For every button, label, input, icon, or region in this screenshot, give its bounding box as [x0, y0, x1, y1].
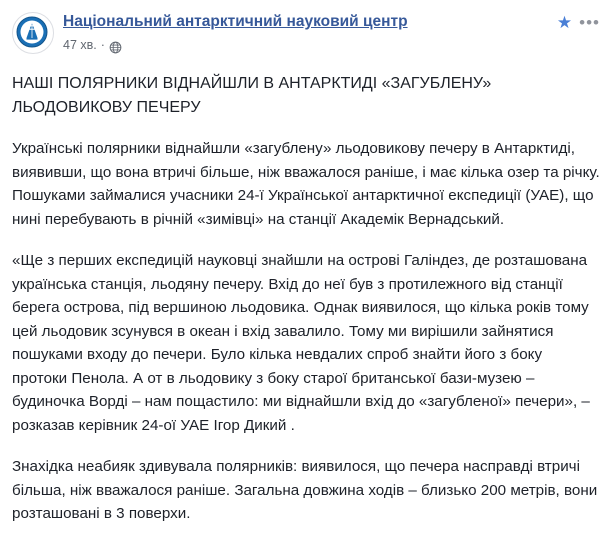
- meta-separator: ·: [100, 38, 105, 52]
- post-header-actions: [557, 14, 600, 31]
- star-icon[interactable]: ★: [556, 13, 573, 32]
- post-timestamp[interactable]: 47 хв.: [63, 38, 97, 52]
- post-headline: НАШІ ПОЛЯРНИКИ ВІДНАЙШЛИ В АНТАРКТИДІ «ЗАГУБЛЕНУ» ЛЬОДОВИКОВУ ПЕЧЕРУ: [12, 75, 492, 116]
- post-meta: [63, 37, 408, 53]
- antarctic-center-crest-icon: [16, 16, 48, 48]
- post-header-text: [63, 10, 408, 53]
- post-header: [12, 10, 600, 58]
- post-paragraph: Знахідка неабияк здивувала полярників: виявилося, що печера насправді втричі більша, ніж вважалося раніше. Загальна довжина ходів – близько 200 метрів, вони розташовані в 3 поверхи.: [12, 458, 598, 522]
- post-paragraph: «Ще з перших експедицій науковці знайшли на острові Галіндез, де розташована українська станція, льодяну печеру. Вхід до неї був з протилежного від станції берега острова, під вершиною льодовика. Однак виявилося, що кілька років тому цей льодовик зсунувся в океан і вхід завалило. Тому ми вирішили зайнятися пошуками входу до печери. Було кілька невдалих спроб знайти його з боку протоки Пенола. А от в льодовику з боку старої британської бази-музею – будиночка Ворді – нам пощастило: ми віднайшли вхід до «загубленої» печери», – розказав керівник 24-ої УАЕ Ігор Дикий .: [12, 252, 590, 434]
- page-name-link[interactable]: Національний антарктичний науковий центр: [63, 13, 408, 30]
- ellipsis-icon[interactable]: •••: [579, 13, 600, 32]
- globe-icon[interactable]: [109, 41, 122, 54]
- post-body: [12, 72, 600, 526]
- post-paragraph: Українські полярники віднайшли «загублену» льодовикову печеру в Антарктиді, виявивши, що вона втричі більше, ніж вважалося раніше, і має кілька озер та річку. Пошуками займалися учасники 24-ї Української антарктичної експедиції (УАЕ), що нині перебувають в річній «зимівці» на станції Академік Вернадський.: [12, 140, 600, 228]
- avatar[interactable]: [12, 12, 54, 54]
